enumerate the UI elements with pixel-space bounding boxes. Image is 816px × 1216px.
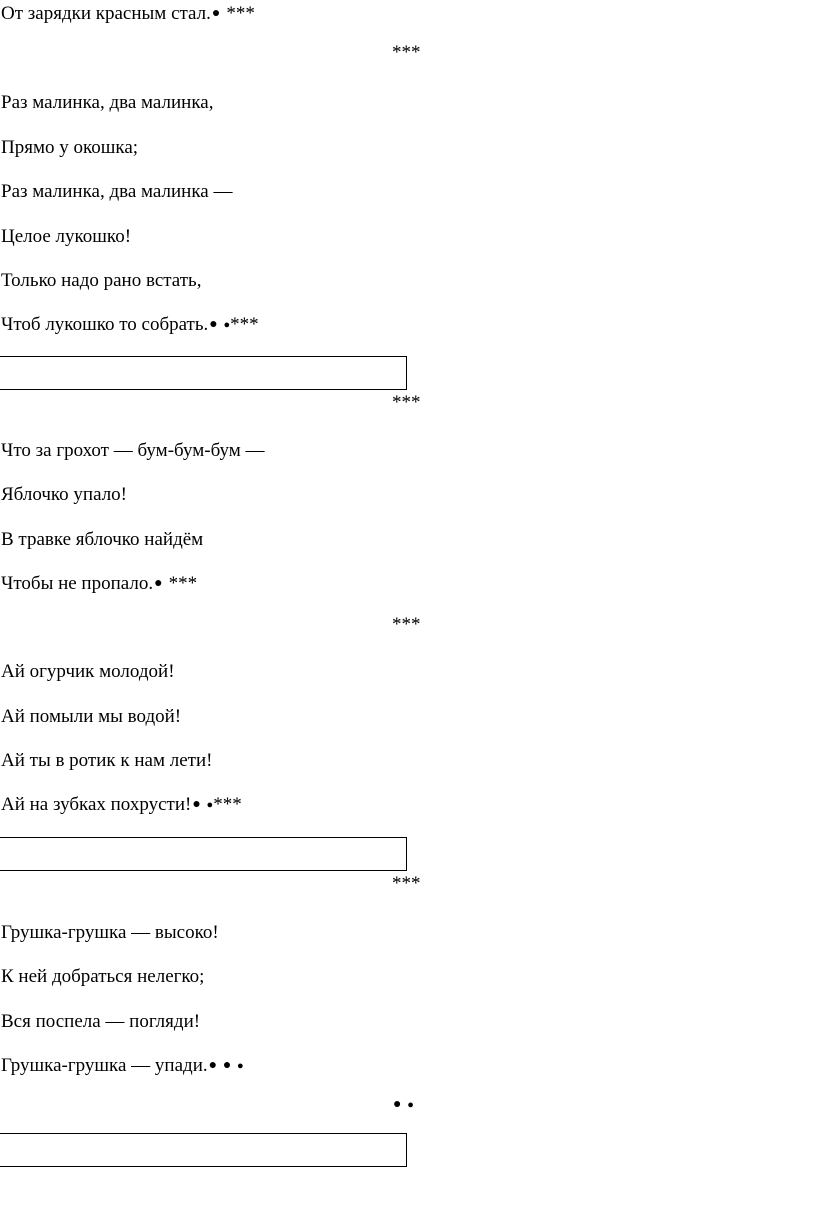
verse-line [1, 1055, 244, 1077]
bullet-mark: ● [192, 797, 201, 812]
asterisk-separator: *** [392, 873, 421, 894]
verse-line [1, 314, 259, 336]
verse-line [1, 794, 242, 816]
verse-line [1, 3, 255, 25]
bullet-mark: ● [223, 319, 231, 331]
verse-line: Ай огурчик молодой! [1, 661, 175, 682]
bullet-mark: ● [208, 1058, 218, 1073]
empty-box [0, 1133, 407, 1167]
bullet-separator [392, 1094, 414, 1116]
verse-line: Ай ты в ротик к нам лети! [1, 750, 213, 771]
bullet-mark: ● [237, 1060, 244, 1072]
verse-line: Прямо у окошка; [1, 137, 139, 158]
verse-line: Вся поспела — погляди! [1, 1011, 201, 1032]
verse-line: Что за грохот — бум-бум-бум — [1, 440, 265, 461]
bullet-mark: ● [393, 1097, 402, 1112]
bullet-mark: ● [154, 576, 163, 591]
asterisk-separator: *** [230, 314, 259, 335]
verse-line: Яблочко упало! [1, 484, 128, 505]
verse-text: Чтоб лукошко то собрать. [1, 314, 209, 335]
verse-line: К ней добраться нелегко; [1, 966, 205, 987]
bullet-mark: ● [222, 1058, 232, 1073]
asterisk-separator: *** [392, 392, 421, 413]
verse-line: В травке яблочко найдём [1, 529, 204, 550]
verse-line: Раз малинка, два малинка — [1, 181, 233, 202]
verse-text: От зарядки красным стал. [1, 3, 211, 24]
verse-line: Только надо рано встать, [1, 270, 202, 291]
bullet-mark: ● [209, 317, 218, 332]
asterisk-separator: *** [392, 42, 421, 63]
asterisk-separator: *** [392, 614, 421, 635]
verse-line: Грушка-грушка — высоко! [1, 922, 219, 943]
bullet-mark: ● [407, 1099, 414, 1111]
bullet-mark: ● [211, 6, 221, 21]
verse-line: Раз малинка, два малинка, [1, 92, 214, 113]
verse-line: Целое лукошко! [1, 226, 132, 247]
asterisk-separator: *** [226, 3, 255, 24]
verse-text: Ай на зубках похрусти! [1, 794, 192, 815]
asterisk-separator: *** [213, 794, 242, 815]
verse-line [1, 573, 197, 595]
verse-text: Чтобы не пропало. [1, 573, 154, 594]
empty-box [0, 837, 407, 871]
bullet-mark: ● [206, 799, 214, 811]
verse-line: Ай помыли мы водой! [1, 706, 182, 727]
empty-box [0, 356, 407, 390]
asterisk-separator: *** [168, 573, 198, 594]
verse-text: Грушка-грушка — упади. [1, 1055, 208, 1076]
